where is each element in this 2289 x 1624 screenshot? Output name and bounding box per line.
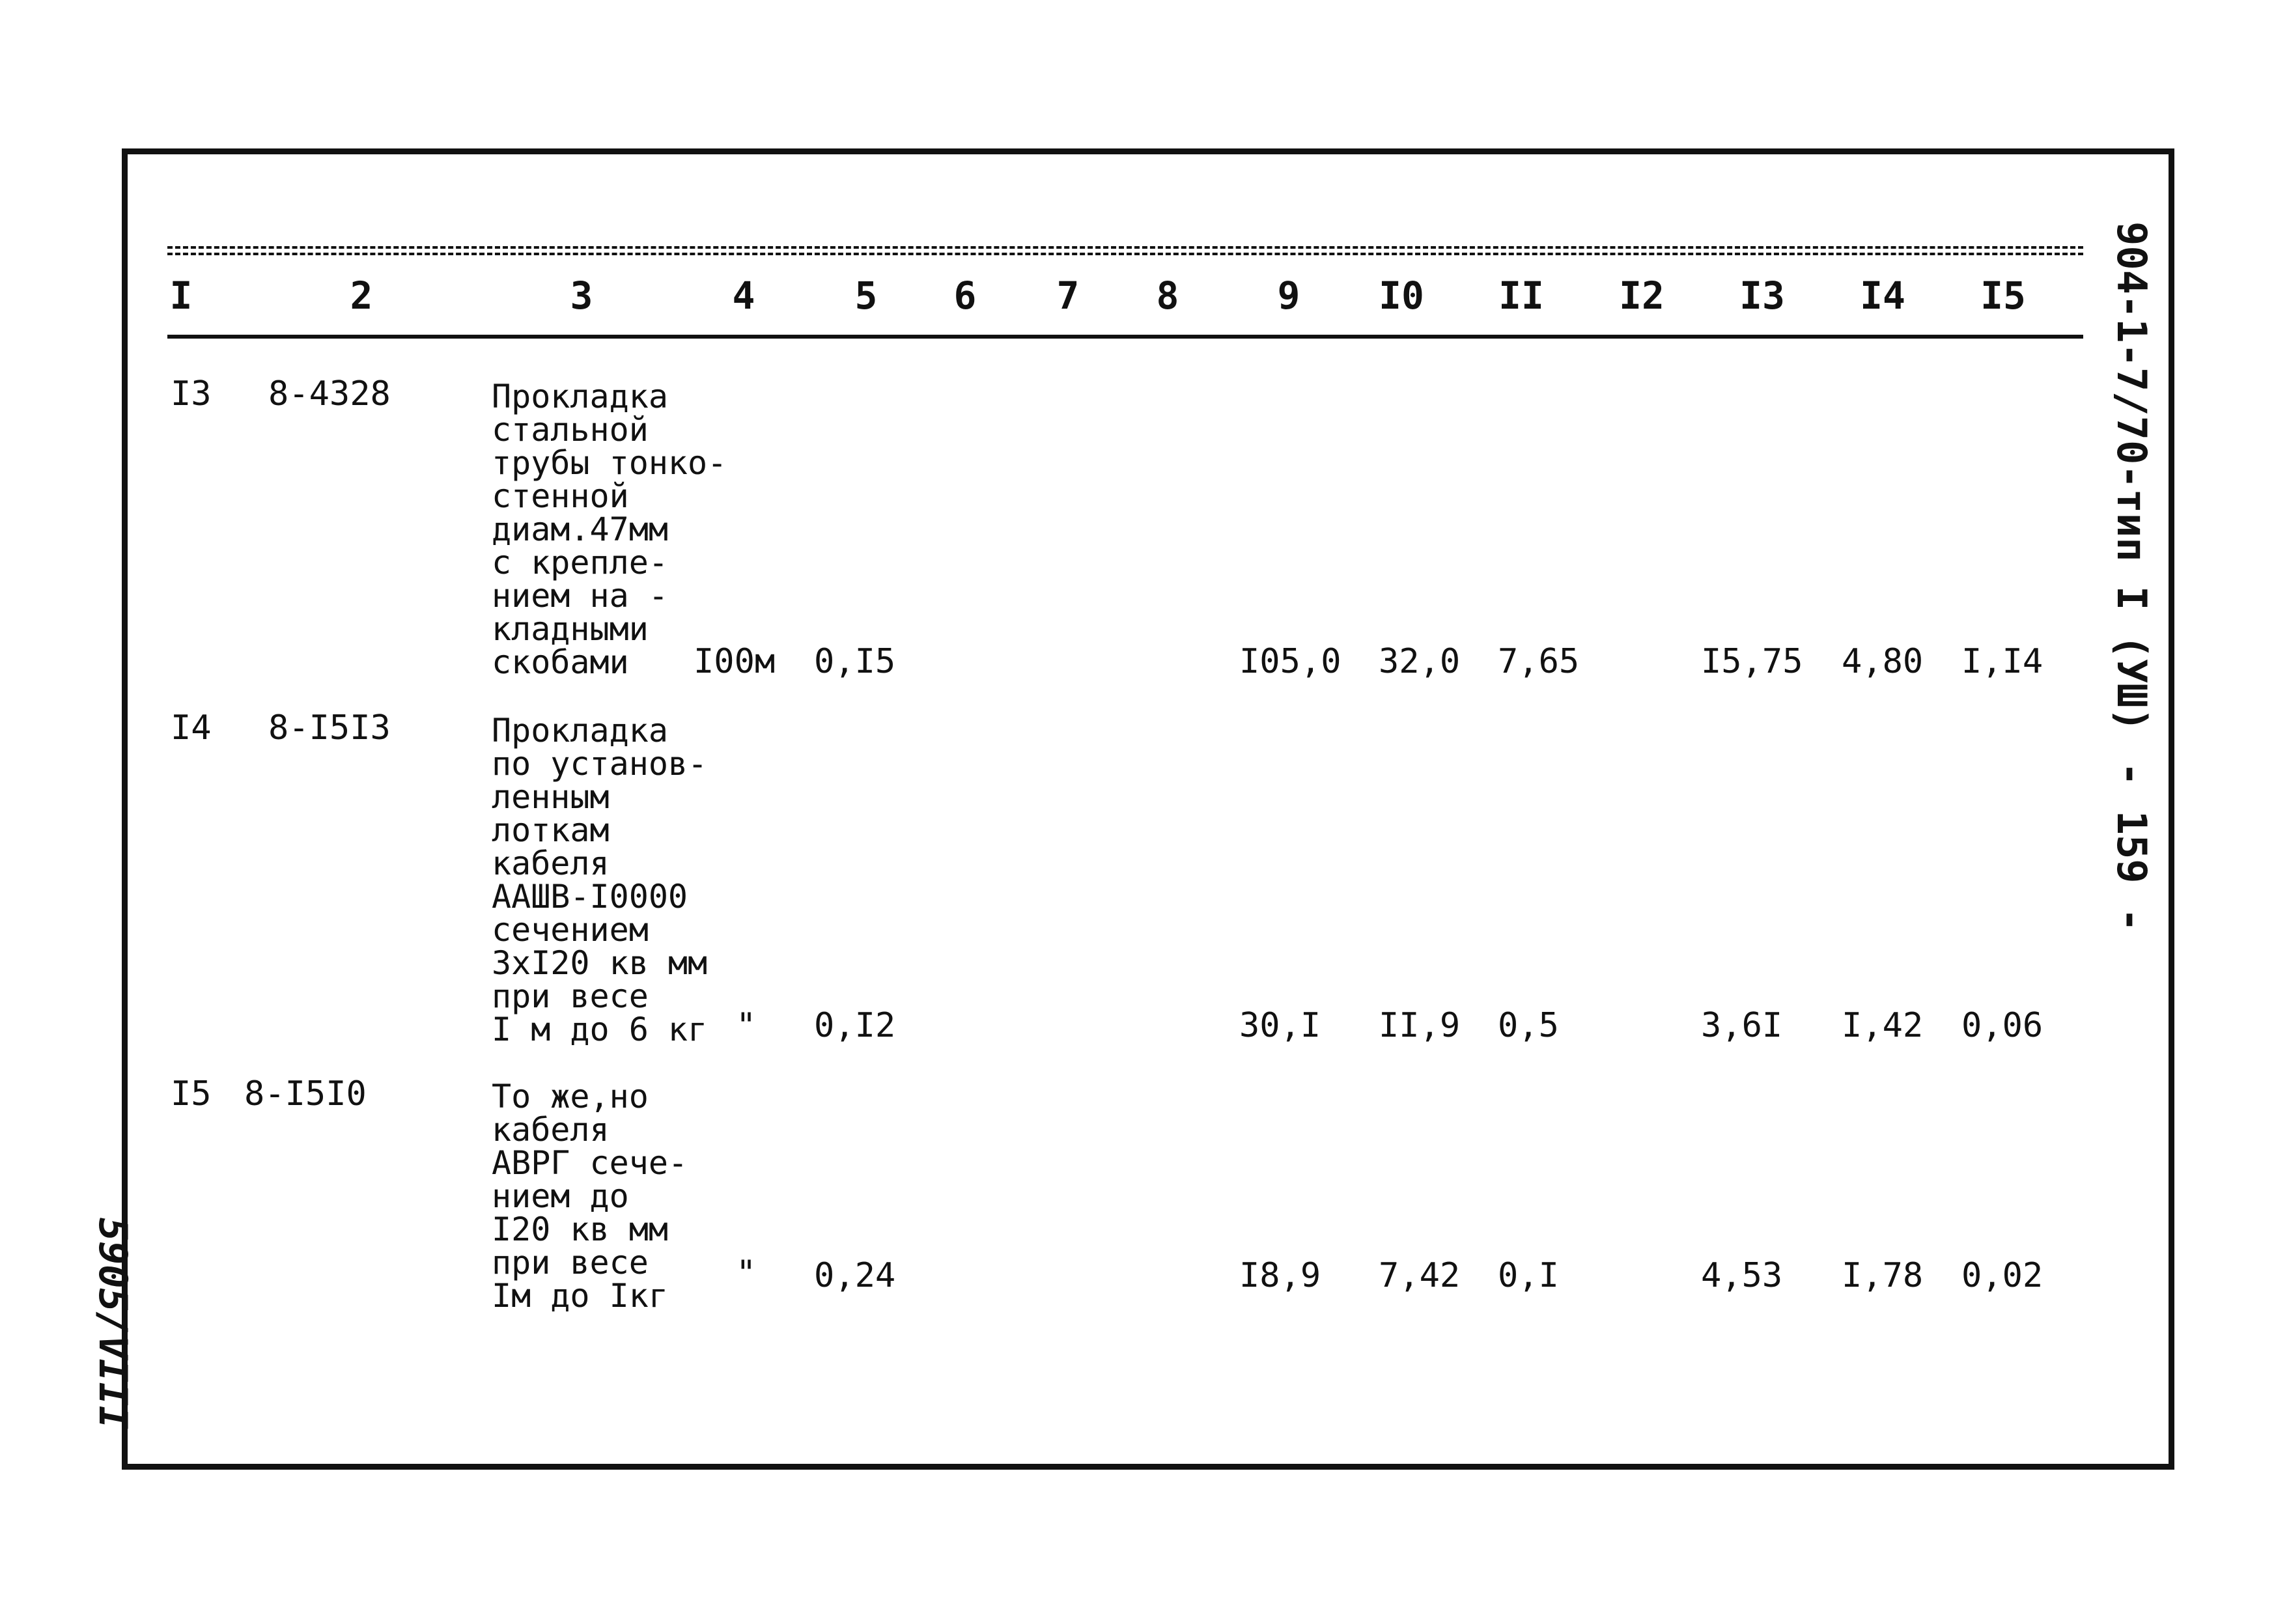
row-number: I5 bbox=[171, 1074, 212, 1113]
row-col10: II,9 bbox=[1379, 1006, 1461, 1045]
row-col15: 0,02 bbox=[1961, 1256, 2043, 1295]
column-header: 4 bbox=[732, 273, 755, 318]
row-col5: 0,24 bbox=[814, 1256, 896, 1295]
row-col14: 4,80 bbox=[1842, 642, 1924, 681]
column-header: 7 bbox=[1056, 273, 1080, 318]
column-header: I bbox=[169, 273, 193, 318]
column-header: 5 bbox=[854, 273, 878, 318]
archive-stamp: 5905/VIII bbox=[90, 1218, 135, 1430]
row-col13: I5,75 bbox=[1701, 642, 1803, 681]
row-code: 8-4328 bbox=[268, 374, 391, 413]
row-col5: 0,I2 bbox=[814, 1006, 896, 1045]
page-number: - 159 - bbox=[2108, 762, 2156, 932]
row-col5: 0,I5 bbox=[814, 642, 896, 681]
row-col14: I,42 bbox=[1842, 1006, 1924, 1045]
row-col14: I,78 bbox=[1842, 1256, 1924, 1295]
column-header: 2 bbox=[350, 273, 373, 318]
row-unit: I00м bbox=[694, 642, 776, 681]
row-col9: I05,0 bbox=[1239, 642, 1341, 681]
row-col11: 0,5 bbox=[1498, 1006, 1559, 1045]
row-col15: 0,06 bbox=[1961, 1006, 2043, 1045]
column-header: I5 bbox=[1980, 273, 2026, 318]
row-col10: 7,42 bbox=[1379, 1256, 1461, 1295]
row-description: Прокладка по установ- ленным лоткам кабеля ААШВ-I0000 сечением 3хI20 кв мм при весе I м до 6 кг bbox=[492, 712, 708, 1048]
column-header: I0 bbox=[1379, 273, 1424, 318]
row-col13: 3,6I bbox=[1701, 1006, 1783, 1045]
row-col15: I,I4 bbox=[1961, 642, 2043, 681]
row-description: Прокладка стальной трубы тонко- стенной диам.47мм с крепле- нием на - кладными скобами bbox=[492, 378, 727, 681]
column-header: II bbox=[1498, 273, 1544, 318]
column-header: 8 bbox=[1156, 273, 1179, 318]
row-unit: " bbox=[736, 1006, 757, 1045]
row-col9: I8,9 bbox=[1239, 1256, 1321, 1295]
header-bottom-rule bbox=[167, 335, 2083, 339]
row-col11: 0,I bbox=[1498, 1256, 1559, 1295]
column-header: I4 bbox=[1860, 273, 1905, 318]
column-header: I3 bbox=[1739, 273, 1785, 318]
row-number: I4 bbox=[171, 708, 212, 748]
row-code: 8-I5I0 bbox=[244, 1074, 367, 1113]
column-header: I2 bbox=[1619, 273, 1664, 318]
header-top-rule bbox=[167, 246, 2083, 255]
row-code: 8-I5I3 bbox=[268, 708, 391, 748]
row-col11: 7,65 bbox=[1498, 642, 1580, 681]
row-col9: 30,I bbox=[1239, 1006, 1321, 1045]
row-col13: 4,53 bbox=[1701, 1256, 1783, 1295]
row-col10: 32,0 bbox=[1379, 642, 1461, 681]
column-header: 6 bbox=[953, 273, 977, 318]
row-description: То же,но кабеля АВРГ сече- нием до I20 кв мм при весе Iм до Iкг bbox=[492, 1078, 688, 1315]
column-header: 9 bbox=[1277, 273, 1300, 318]
column-header: 3 bbox=[570, 273, 593, 318]
document-code: 904-1-7/70-тип I (УШ) bbox=[2108, 221, 2156, 732]
row-number: I3 bbox=[171, 374, 212, 413]
row-unit: " bbox=[736, 1253, 757, 1293]
